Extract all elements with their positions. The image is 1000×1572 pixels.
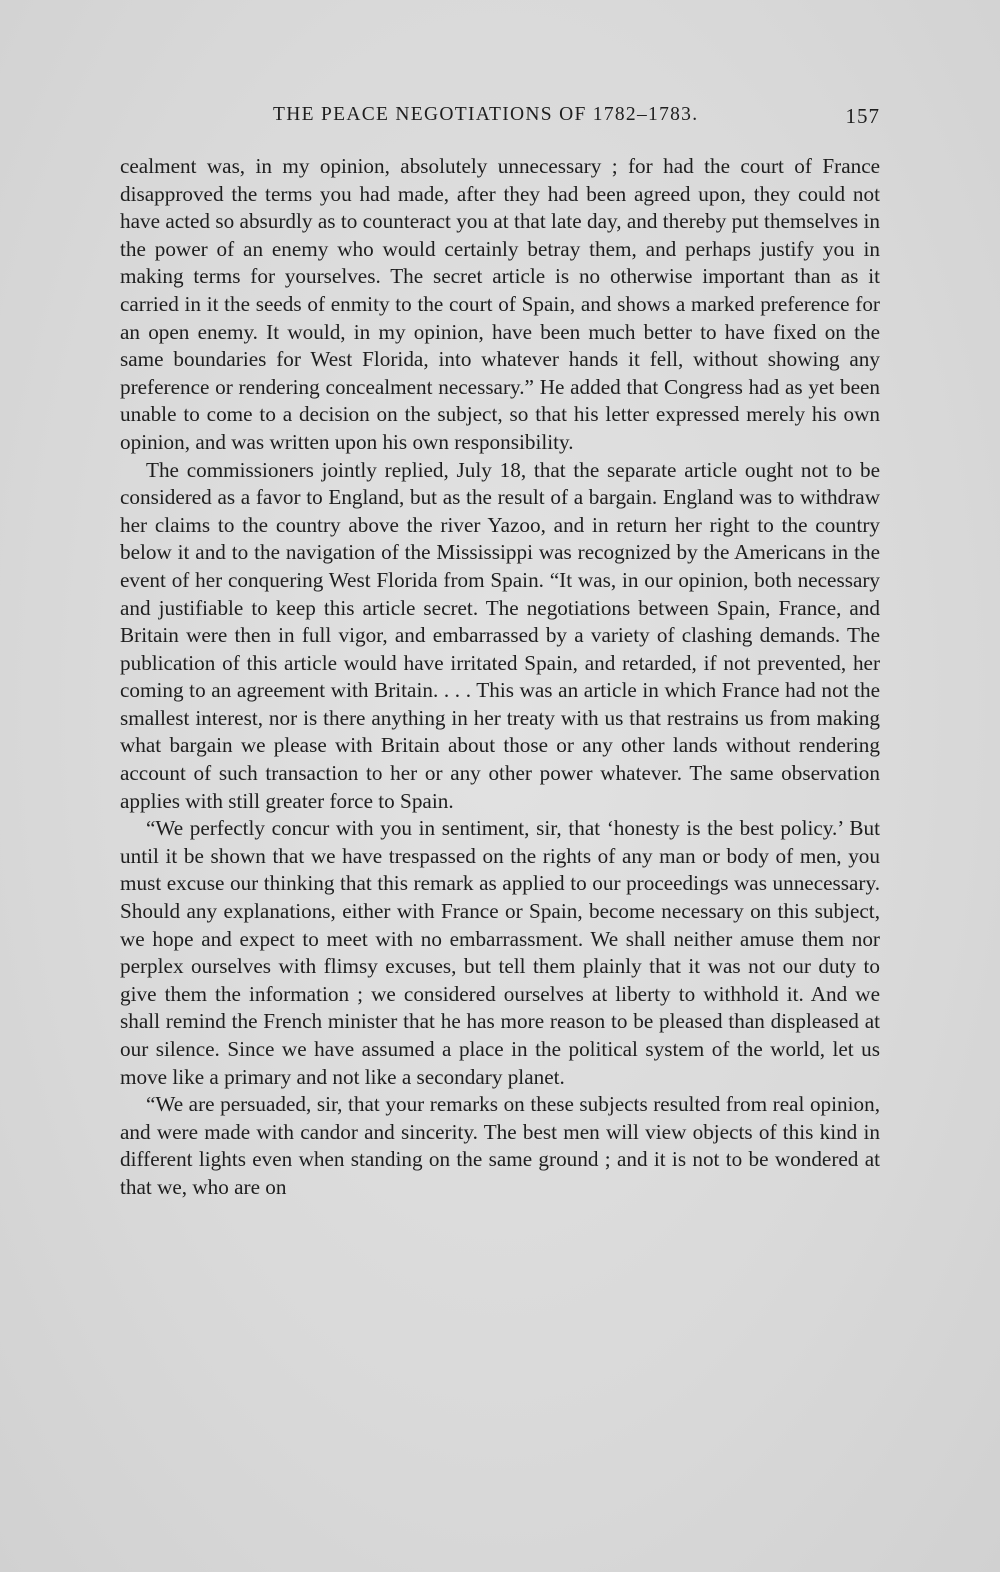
paragraph: “We are persuaded, sir, that your remarks on these subjects resulted from real opinion, and were made with candor and sincerity. The best men will view objects of this kind in different lights even when standing on the same ground ; and it is not to be wondered at that we, who are on — [120, 1092, 880, 1199]
running-title: THE PEACE NEGOTIATIONS OF 1782–1783. — [273, 104, 699, 125]
body-text — [120, 153, 880, 1202]
paragraph: “We perfectly concur with you in sentiment, sir, that ‘honesty is the best policy.’ But until it be shown that we have trespassed on the rights of any man or body of men, you must excuse our thinking that this remark as applied to our proceedings was unnecessary. Should any explanations, either with France or Spain, become necessary on this subject, we hope and expect to meet with no embarrassment. We shall neither amuse them nor perplex ourselves with flimsy excuses, but tell them plainly that it was not our duty to give them the information ; we considered ourselves at liberty to withhold it. And we shall remind the French minister that he has more reason to be pleased than displeased at our silence. Since we have assumed a place in the political system of the world, let us move like a primary and not like a secondary planet. — [120, 816, 880, 1089]
page-number: 157 — [845, 104, 880, 128]
running-head — [120, 104, 880, 134]
paragraph: The commissioners jointly replied, July 18, that the separate article ought not to be considered as a favor to England, but as the result of a bargain. England was to withdraw her claims to the country above the river Yazoo, and in return her right to the country below it and to the navigation of the Mississippi was recognized by the Americans in the event of her conquering West Florida from Spain. “It was, in our opinion, both necessary and justifiable to keep this article secret. The negotiations between Spain, France, and Britain were then in full vigor, and embarrassed by a variety of clashing demands. The publication of this article would have irritated Spain, and retarded, if not prevented, her coming to an agreement with Britain. . . . This was an article in which France had not the smallest interest, nor is there anything in her treaty with us that restrains us from making what bargain we please with Britain about those or any other lands without rendering account of such transaction to her or any other power whatever. The same observation applies with still greater force to Spain. — [120, 457, 880, 813]
paragraph: cealment was, in my opinion, absolutely unnecessary ; for had the court of France disapproved the terms you had made, after they had been agreed upon, they could not have acted so absurdly as to counteract you at that late day, and thereby put themselves in the power of an enemy who would certainly betray them, and perhaps justify you in making terms for yourselves. The secret article is no otherwise important than as it carried in it the seeds of enmity to the court of Spain, and shows a marked preference for an open enemy. It would, in my opinion, have been much better to have fixed on the same boundaries for West Florida, into whatever hands it fell, without showing any preference or rendering concealment necessary.” He added that Congress had as yet been unable to come to a decision on the subject, so that his letter expressed merely his own opinion, and was written upon his own responsibility. — [120, 154, 880, 454]
